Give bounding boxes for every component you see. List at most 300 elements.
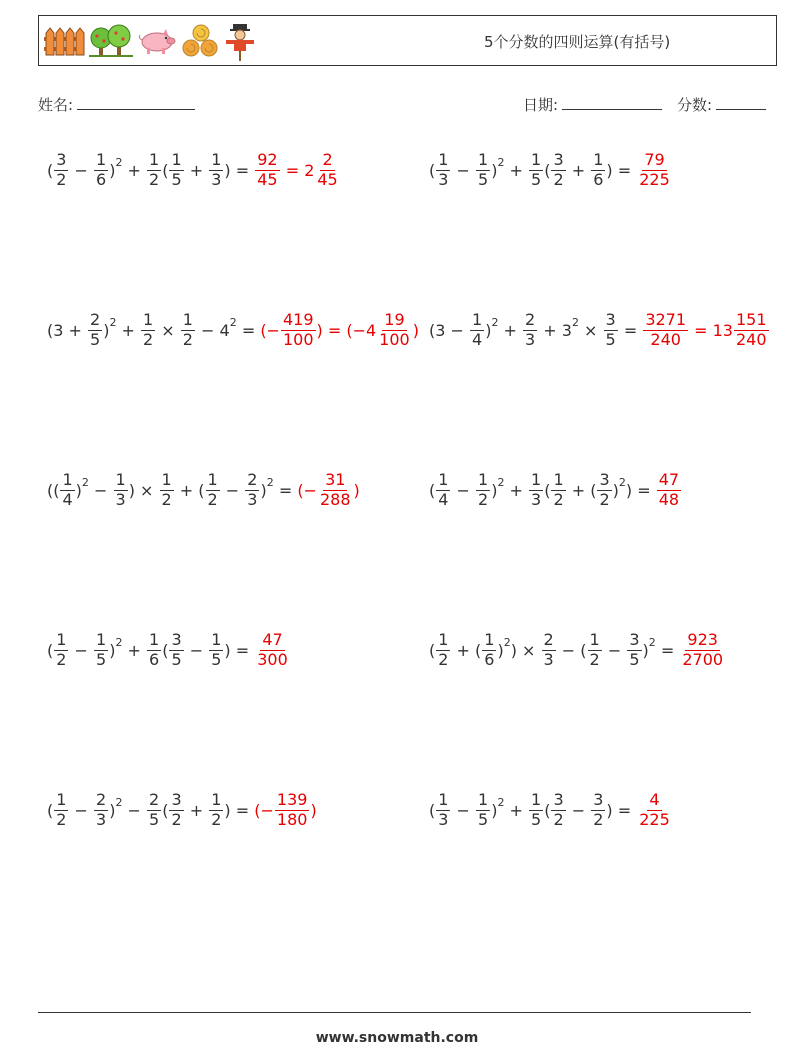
fraction [476,791,490,829]
numerator: 1 [478,150,489,170]
fraction [94,631,108,669]
fraction [551,151,565,189]
numerator: 923 [687,630,718,650]
denominator: 4 [62,489,73,509]
exponent: 2 [571,315,579,329]
expression-text: ) [497,640,504,660]
expression-text: ) × [510,640,541,660]
expression-text: + ( [174,480,205,500]
answer-fraction [318,471,353,509]
denominator: 2 [593,809,604,829]
numerator: 151 [735,310,767,330]
denominator: 2700 [682,649,724,669]
expression-text: + [566,160,591,180]
numerator: 2 [96,790,107,810]
fraction [591,791,605,829]
expression-text: + [116,320,141,340]
expression-text: (3 + [47,320,87,340]
numerator: 1 [96,150,107,170]
expression-text: + [184,800,209,820]
numerator: 2 [90,310,101,330]
name-line [77,95,195,110]
header-box [38,15,777,66]
expression-text: − [184,640,209,660]
problem-5 [47,460,360,520]
numerator: 1 [531,150,542,170]
numerator: 2 [543,630,554,650]
numerator: 1 [553,470,564,490]
numerator: 47 [658,470,680,490]
numerator: 1 [438,630,449,650]
numerator: 19 [384,310,405,330]
numerator: 1 [211,790,222,810]
exponent: 2 [491,315,499,329]
numerator: 1 [438,790,449,810]
scarecrow-icon [223,21,257,61]
expression-text: − [69,800,94,820]
expression-text: − [451,800,476,820]
denominator: 3 [525,329,536,349]
expression-text: ( [47,160,54,180]
problem-1 [47,140,341,200]
answer-text: (− [254,800,274,820]
numerator: 31 [325,470,346,490]
denominator: 4 [472,329,483,349]
denominator: 5 [629,649,640,669]
expression-text: ) [109,800,116,820]
numerator: 3 [599,470,610,490]
score-field[interactable] [677,94,766,115]
denominator: 2 [182,329,193,349]
fraction [476,471,490,509]
exponent: 2 [503,635,511,649]
score-line [716,95,766,110]
fraction [529,471,543,509]
numerator: 3 [56,150,67,170]
numerator: 139 [276,790,308,810]
expression-text: + [504,480,529,500]
fraction [523,311,537,349]
denominator: 240 [735,329,767,349]
expression-text: ) = [224,800,255,820]
expression-text: ) = [625,480,656,500]
denominator: 2 [149,169,160,189]
denominator: 300 [257,649,288,669]
problem-8 [429,620,726,680]
denominator: 5 [90,329,101,349]
denominator: 100 [379,329,410,349]
numerator: 1 [531,790,542,810]
numerator: 1 [115,470,126,490]
numerator: 1 [438,150,449,170]
numerator: 92 [257,150,278,170]
denominator: 5 [531,809,542,829]
expression-text: ( [162,800,169,820]
problem-7 [47,620,291,680]
denominator: 45 [257,169,278,189]
header-icons [43,21,257,61]
answer-fraction [637,791,672,829]
numerator: 79 [644,150,665,170]
fraction [181,311,195,349]
exponent: 2 [497,475,505,489]
denominator: 3 [115,489,126,509]
fraction [206,471,220,509]
denominator: 240 [650,329,681,349]
problem-3 [47,300,419,360]
fraction [94,791,108,829]
footer-site: www.snowmath.com [315,1030,479,1046]
name-label: 姓名: [38,96,74,114]
denominator: 2 [211,809,222,829]
numerator: 419 [282,310,314,330]
expression-text: + [122,640,147,660]
answer-text: = 13 [689,320,733,340]
fraction [604,311,618,349]
fraction [114,471,128,509]
denominator: 225 [639,169,670,189]
fraction [60,471,74,509]
name-field[interactable] [38,94,195,115]
numerator: 1 [478,790,489,810]
expression-text: ) = [224,160,255,180]
numerator: 1 [161,470,172,490]
numerator: 1 [211,630,222,650]
expression-text: + [504,800,529,820]
expression-text: + ( [566,480,597,500]
answer-text: ) [412,320,419,340]
expression-text: − [451,480,476,500]
tree-icon [89,24,133,58]
exponent: 2 [648,635,656,649]
numerator: 1 [171,150,182,170]
exponent: 2 [266,475,274,489]
expression-text: ) [491,800,498,820]
expression-text: ) [491,480,498,500]
numerator: 1 [143,310,154,330]
fraction [436,151,450,189]
numerator: 3 [629,630,640,650]
fraction [147,151,161,189]
numerator: 1 [182,310,193,330]
numerator: 2 [149,790,160,810]
expression-text: = [618,320,643,340]
numerator: 1 [211,150,222,170]
denominator: 6 [484,649,495,669]
expression-text: − [602,640,627,660]
hay-bale-icon [181,24,219,58]
date-label: 日期: [523,96,559,114]
fraction [54,151,68,189]
fraction [627,631,641,669]
answer-fraction [657,471,681,509]
denominator: 2 [478,489,489,509]
expression-text: ) = [606,160,637,180]
numerator: 1 [438,470,449,490]
answer-fraction [680,631,725,669]
denominator: 2 [56,649,67,669]
denominator: 5 [149,809,160,829]
denominator: 180 [276,809,308,829]
numerator: 3 [553,790,564,810]
denominator: 2 [599,489,610,509]
denominator: 5 [171,169,182,189]
problem-2 [429,140,673,200]
fraction [482,631,496,669]
expression-text: − ( [556,640,587,660]
expression-text: ( [429,480,436,500]
denominator: 5 [478,169,489,189]
exponent: 2 [618,475,626,489]
score-label: 分数: [677,96,713,114]
expression-text: − [566,800,591,820]
denominator: 5 [171,649,182,669]
numerator: 3 [605,310,616,330]
expression-text: ( [429,160,436,180]
denominator: 2 [589,649,600,669]
exponent: 2 [115,795,123,809]
expression-text: ) [260,480,267,500]
fraction [476,151,490,189]
numerator: 1 [531,470,542,490]
answer-fraction [255,151,279,189]
fence-icon [43,25,85,57]
fraction [245,471,259,509]
fraction [54,631,68,669]
problem-6 [429,460,682,520]
exponent: 2 [109,315,117,329]
answer-text: ) = (−4 [316,320,377,340]
expression-text: ) [491,160,498,180]
denominator: 3 [438,169,449,189]
denominator: 2 [553,809,564,829]
numerator: 2 [247,470,258,490]
answer-text: ) [310,800,317,820]
expression-text: + [122,160,147,180]
fraction [169,631,183,669]
numerator: 1 [149,630,160,650]
expression-text: − [88,480,113,500]
exponent: 2 [229,315,237,329]
fraction [542,631,556,669]
denominator: 2 [171,809,182,829]
expression-text: − [122,800,147,820]
numerator: 47 [262,630,283,650]
expression-text: + [498,320,523,340]
expression-text: = [655,640,680,660]
expression-text: − [69,640,94,660]
answer-fraction [255,631,290,669]
expression-text: ( [544,480,551,500]
numerator: 3 [171,630,182,650]
denominator: 3 [438,809,449,829]
expression-text: ) [642,640,649,660]
expression-text: ) = [224,640,255,660]
denominator: 225 [639,809,670,829]
denominator: 5 [96,649,107,669]
expression-text: ) [612,480,619,500]
expression-text: ) = [606,800,637,820]
denominator: 3 [543,649,554,669]
expression-text: + [504,160,529,180]
exponent: 2 [115,635,123,649]
expression-text: ( [47,800,54,820]
fraction [209,631,223,669]
fraction [436,791,450,829]
expression-text: ( [429,800,436,820]
denominator: 3 [531,489,542,509]
fraction [169,151,183,189]
denominator: 2 [143,329,154,349]
denominator: 2 [438,649,449,669]
exponent: 2 [81,475,89,489]
denominator: 2 [56,809,67,829]
denominator: 5 [211,649,222,669]
expression-text: + ( [451,640,482,660]
expression-text: ( [162,640,169,660]
fraction [141,311,155,349]
fraction [470,311,484,349]
denominator: 2 [56,169,67,189]
denominator: 3 [247,489,258,509]
numerator: 4 [649,790,660,810]
fraction [436,471,450,509]
numerator: 1 [207,470,218,490]
expression-text: = [273,480,298,500]
numerator: 1 [62,470,73,490]
denominator: 6 [149,649,160,669]
denominator: 2 [553,489,564,509]
expression-text: + 3 [538,320,572,340]
denominator: 45 [317,169,338,189]
answer-fraction [377,311,412,349]
denominator: 5 [605,329,616,349]
numerator: 2 [525,310,536,330]
expression-text: − [69,160,94,180]
answer-fraction [643,311,688,349]
expression-text: (3 − [429,320,469,340]
fraction [436,631,450,669]
expression-text: − [451,160,476,180]
denominator: 3 [211,169,222,189]
fraction [147,791,161,829]
denominator: 2 [553,169,564,189]
fraction [147,631,161,669]
expression-text: ( [544,160,551,180]
numerator: 2 [322,150,333,170]
problem-4 [429,300,770,360]
date-line [562,95,662,110]
exponent: 2 [497,155,505,169]
numerator: 1 [589,630,600,650]
numerator: 1 [472,310,483,330]
numerator: 3 [553,150,564,170]
expression-text: (( [47,480,60,500]
expression-text: ) [75,480,82,500]
date-field[interactable] [523,94,662,115]
exponent: 2 [497,795,505,809]
denominator: 6 [96,169,107,189]
answer-text: ) [353,480,360,500]
numerator: 3271 [645,310,687,330]
fraction [588,631,602,669]
denominator: 6 [593,169,604,189]
denominator: 5 [478,809,489,829]
page-title: 5个分数的四则运算(有括号) [484,33,671,51]
answer-fraction [637,151,672,189]
expression-text: − [220,480,245,500]
expression-text: × [156,320,180,340]
fraction [551,791,565,829]
expression-text: ( [544,800,551,820]
fraction [160,471,174,509]
answer-text: = 2 [280,160,315,180]
denominator: 48 [658,489,680,509]
denominator: 3 [96,809,107,829]
footer-divider [38,1012,751,1013]
answer-text: (− [260,320,280,340]
denominator: 4 [438,489,449,509]
numerator: 1 [593,150,604,170]
expression-text: × [578,320,603,340]
fraction [551,471,565,509]
expression-text: ) [109,160,116,180]
expression-text: ) [485,320,492,340]
pig-icon [137,26,177,56]
denominator: 5 [531,169,542,189]
problem-9 [47,780,317,840]
fraction [529,151,543,189]
exponent: 2 [115,155,123,169]
answer-fraction [734,311,769,349]
denominator: 2 [207,489,218,509]
expression-text: ) [109,640,116,660]
fraction [209,151,223,189]
numerator: 3 [593,790,604,810]
expression-text: ( [429,640,436,660]
fraction [88,311,102,349]
fraction [529,791,543,829]
answer-text: (− [297,480,317,500]
fraction [54,791,68,829]
numerator: 1 [149,150,160,170]
numerator: 1 [484,630,495,650]
expression-text: + [184,160,209,180]
expression-text: ( [47,640,54,660]
answer-fraction [315,151,339,189]
problem-10 [429,780,673,840]
numerator: 1 [56,790,67,810]
answer-fraction [275,791,310,829]
numerator: 3 [171,790,182,810]
fraction [597,471,611,509]
expression-text: ) [103,320,110,340]
numerator: 1 [96,630,107,650]
expression-text: − 4 [195,320,230,340]
fraction [209,791,223,829]
denominator: 100 [282,329,314,349]
denominator: 288 [319,489,351,509]
answer-fraction [281,311,316,349]
denominator: 2 [161,489,172,509]
numerator: 1 [478,470,489,490]
expression-text: = [236,320,261,340]
fraction [169,791,183,829]
expression-text: ( [162,160,169,180]
fraction [591,151,605,189]
expression-text: ) × [128,480,159,500]
fraction [94,151,108,189]
